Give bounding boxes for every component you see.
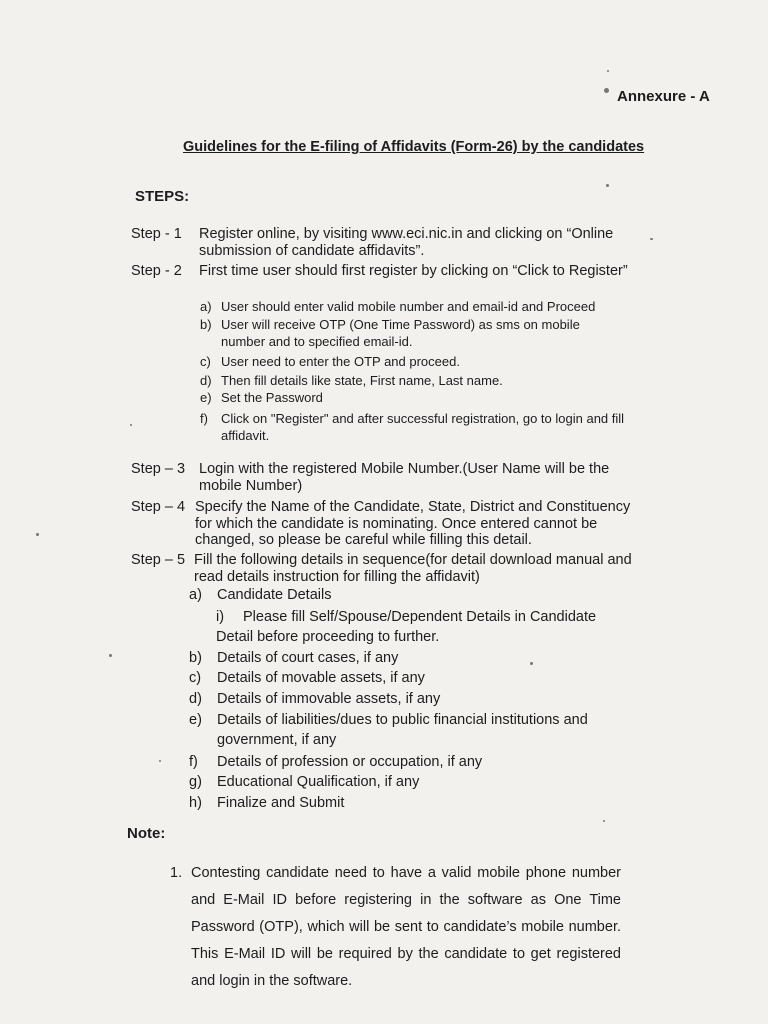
item-marker: c)	[189, 670, 202, 686]
item-marker: f)	[189, 754, 198, 770]
step-line: Register online, by visiting www.eci.nic.in and clicking on “Online	[199, 226, 614, 242]
annexure-label: Annexure - A	[617, 88, 710, 105]
item-text: Details of movable assets, if any	[217, 670, 425, 686]
item-text: Candidate Details	[217, 587, 332, 603]
item-text: Please fill Self/Spouse/Dependent Details in Candidate	[243, 609, 597, 625]
item-text: Click on "Register" and after successful registration, go to login and fill	[221, 411, 625, 426]
item-marker: f)	[200, 411, 208, 426]
scan-speck	[130, 424, 132, 426]
page-title: Guidelines for the E-filing of Affidavits (Form-26) by the candidates	[183, 139, 645, 155]
step-line: Specify the Name of the Candidate, State, District and Constituency	[195, 499, 631, 515]
scan-speck	[36, 533, 39, 536]
item-marker: i)	[216, 609, 225, 625]
item-marker: a)	[200, 299, 212, 314]
item-text: User will receive OTP (One Time Password) as sms on mobile	[221, 317, 580, 332]
item-marker: d)	[189, 691, 202, 707]
scan-speck	[530, 662, 533, 665]
item-text: Details of profession or occupation, if any	[217, 754, 483, 770]
item-text: Educational Qualification, if any	[217, 774, 420, 790]
note-heading: Note:	[127, 825, 166, 842]
step-line: Login with the registered Mobile Number.(User Name will be the	[199, 461, 610, 477]
scan-speck	[109, 654, 112, 657]
item-marker: e)	[189, 712, 202, 728]
item-text: number and to specified email-id.	[221, 333, 413, 349]
step-line: First time user should first register by clicking on “Click to Register”	[199, 263, 628, 279]
item-marker: g)	[189, 774, 202, 790]
step-text	[199, 461, 669, 494]
step-label: Step – 4	[131, 499, 186, 515]
scan-speck	[650, 238, 653, 240]
item-text: User need to enter the OTP and proceed.	[221, 354, 460, 369]
step-line: submission of candidate affidavits”.	[199, 242, 425, 259]
item-marker: b)	[200, 317, 212, 332]
scan-speck	[603, 820, 605, 822]
scan-speck	[607, 70, 609, 72]
steps-heading: STEPS:	[135, 188, 190, 205]
item-text: affidavit.	[221, 427, 270, 443]
step-label: Step - 1	[131, 226, 182, 242]
item-marker: e)	[200, 390, 212, 405]
item-text: Details of court cases, if any	[217, 650, 399, 666]
scan-speck	[604, 88, 609, 93]
item-text: Details of liabilities/dues to public financial institutions and	[217, 712, 588, 728]
scan-speck	[159, 760, 161, 762]
item-text: Finalize and Submit	[217, 795, 345, 811]
item-marker: a)	[189, 587, 202, 603]
step-line: mobile Number)	[199, 477, 303, 494]
step-label: Step - 2	[131, 263, 182, 279]
item-marker: 1.	[170, 865, 183, 881]
item-text: User should enter valid mobile number and email-id and Proceed	[221, 299, 596, 314]
item-marker: c)	[200, 354, 211, 369]
step-line: Fill the following details in sequence(for detail download manual and	[194, 552, 632, 568]
item-text: Set the Password	[221, 390, 323, 405]
scan-speck	[606, 184, 609, 187]
item-text: Details of immovable assets, if any	[217, 691, 441, 707]
item-text: Detail before proceeding to further.	[216, 629, 440, 645]
step-line: changed, so please be careful while filling this detail.	[195, 532, 532, 548]
step-label: Step – 5	[131, 552, 186, 568]
step-line: for which the candidate is nominating. Once entered cannot be	[195, 515, 598, 532]
step-line: read details instruction for filling the affidavit)	[194, 568, 480, 585]
item-text: government, if any	[217, 732, 337, 748]
item-marker: d)	[200, 373, 212, 388]
step-label: Step – 3	[131, 461, 186, 477]
step-text	[194, 552, 664, 585]
step-text	[199, 226, 669, 259]
item-text: Then fill details like state, First name, Last name.	[221, 373, 503, 388]
step-text	[199, 263, 669, 280]
item-marker: b)	[189, 650, 202, 666]
note-text: Contesting candidate need to have a valid mobile phone number and E-Mail ID before registering in the software as One Time Password (OTP), which will be sent to candidate’s mobile number. This E-Mail ID will be required by the candidate to get registered and login in the software.	[191, 865, 621, 989]
step-text	[195, 499, 665, 549]
item-marker: h)	[189, 795, 202, 811]
